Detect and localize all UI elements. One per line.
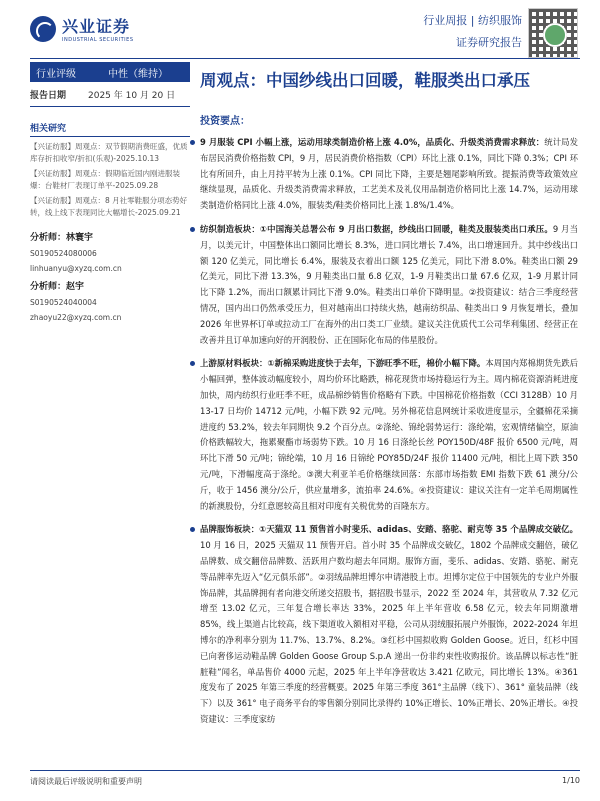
paragraph-lead: 9 月服装 CPI 小幅上涨，运动用球类制造价格上涨 4.0%，品质化、升级类消费需求释放： xyxy=(200,137,545,147)
analyst-name: 分析师：林寰宇 xyxy=(30,233,94,243)
paragraph-body: 9 月当月，以美元计，中国整体出口额同比增长 8.3%，进口同比增长 7.4%，出口增速回升。其中纱线出口额 120 亿美元，同比增长 6.4%，服装及衣着出口额 125 亿美元，同比下滑 8.0%。鞋类出口额 29 亿美元，同比下滑 13.3%，9 月鞋类出口量 6.8 亿双，1-9 月鞋类出口量 67.6 亿双，1-9 月累计同比下降 1.2%，而出口额累计同比下滑 9.0%。鞋类出口单价下降明显。②投资建议：结合三季度经营情况，国内出口仍然承受压力，但对越南出口持续火热，越南纺织品、鞋类出口 9 月恢复增长，叠加 2026 年世界杯订单或拉动工厂在海外的出口类工厂业绩。建议关注优质代工公司华利集团、经营正在改善并且订单加速向好的开润股份、正在国际化布局的伟星股份。 xyxy=(200,223,578,345)
related-item[interactable]: 【兴证纺服】周观点：假期临近国内刚进服装爆：台鞋材厂表现订单平-2025.09.28 xyxy=(30,169,180,190)
paragraph-body: 本周国内郑棉期货先跌后小幅回弹，整体波动幅度较小，周均价环比略跌，棉花现货市场持稳运行为主。周内棉花资源消耗进度加快，周内纺织行业旺季不旺，成品棉纱销售价格略有下跌。中国棉花价格指数（CCI 3128B）10 月 13-17 日均价 14712 元/吨，小幅下跌 92 元/吨。另外棉花信息网统计采收进度显示，全疆棉花采摘进度约 53.2%，较去年同期快 9.2 个百分点。②涤纶、锦纶弱势运行：涤纶端，宏观情绪偏空，原油价格跌幅较大，拖累聚酯市场弱势下跌。10 月 16 日涤纶长丝 POY150D/48F 报价 6500 元/吨，周环比下滑 50 元/吨；锦纶端，10 月 16 日锦纶 POY85D/24F 报价 11400 元/吨，相比上周下跌 350 元/吨，下滑幅度高于涤纶。③澳大利亚羊毛价格继续回落：东部市场指数 EMI 指数下跌 61 澳分/公斤，收于 1456 澳分/公斤，供应量增多，流拍率 24.6%。④投资建议：建议关注有一定羊毛周期属性的新澳股份，分红意愿较高且相对印度有关税优势的百隆东方。 xyxy=(200,358,578,511)
paragraph-lead: 品牌服饰板块：①天猫双 11 预售首小时斐乐、adidas、安踏、骆驼、耐克等 35 个品牌成交破亿。 xyxy=(200,524,578,535)
report-title: 周观点：中国纱线出口回暖，鞋服类出口承压 xyxy=(200,71,530,90)
bullet-icon xyxy=(190,227,195,232)
bullet-paragraph xyxy=(200,135,578,214)
qr-code-icon xyxy=(528,8,578,58)
bullet-icon xyxy=(190,140,195,145)
bullet-icon xyxy=(190,361,195,366)
report-department: 证券研究报告 xyxy=(456,36,522,49)
page-footer xyxy=(30,770,580,801)
disclaimer-link[interactable]: 请阅读最后评级说明和重要声明 xyxy=(30,777,142,786)
main-content xyxy=(200,62,578,728)
analyst-block xyxy=(30,280,190,325)
related-research-title: 相关研究 xyxy=(30,121,190,137)
logo-english: INDUSTRIAL SECURITIES xyxy=(62,37,134,43)
bullet-paragraph xyxy=(200,522,578,727)
rating-value: 中性（维持） xyxy=(108,68,168,80)
analyst-block xyxy=(30,231,190,276)
related-item[interactable]: 【兴证纺服】周观点：双节假期消费旺盛，优质库存折扣收窄/折扣(乐观)-2025.10.13 xyxy=(30,142,188,163)
related-item[interactable]: 【兴证纺服】周观点：8 月社零鞋服分项态势好转，线上线下表现同比大幅增长-2025.09.21 xyxy=(30,196,188,217)
bullet-paragraph xyxy=(200,356,578,514)
paragraph-body: 统计局发布居民消费价格指数 CPI，9 月，居民消费价格指数（CPI）环比上涨 0.1%，同比下降 0.3%；CPI 环比有所回升，由上月持平转为上涨 0.1%。CPI 同比下降，主要是翘尾影响所致。提振消费等政策效应继续显现，品质化、升级类消费需求释放，工艺美术及礼仪用品制造价格同比上涨 14.7%，运动用球类制造价格同比上涨 4.0%，服装类/鞋类价格同比上涨 1.8%/1.4%。 xyxy=(200,137,578,211)
left-sidebar xyxy=(30,62,190,325)
paragraph-lead: 纺织制造板块：①中国海关总署公布 9 月出口数据，纱线出口回暖，鞋类及服装类出口承压。 xyxy=(200,223,553,234)
analyst-name: 分析师：赵宇 xyxy=(30,282,85,292)
analyst-email[interactable]: zhaoyu22@xyzq.com.cn xyxy=(30,313,122,322)
rating-label: 行业评级 xyxy=(36,68,76,80)
bullet-icon xyxy=(190,527,195,532)
page-header xyxy=(0,0,600,60)
logo-name: 兴业证券 xyxy=(62,17,131,36)
report-date xyxy=(30,88,190,107)
company-logo xyxy=(30,14,134,43)
industry-rating xyxy=(30,62,190,82)
section-heading: 投资要点： xyxy=(200,116,250,127)
bullet-paragraph xyxy=(200,222,578,348)
analyst-id: S0190524040004 xyxy=(30,298,97,307)
date-value: 2025 年 10 月 20 日 xyxy=(88,91,176,101)
related-research-list xyxy=(30,141,190,219)
page-number: 1/10 xyxy=(562,776,580,785)
paragraph-lead: 上游原材料板块：①新棉采购进度快于去年，下游旺季不旺，棉价小幅下降。 xyxy=(200,358,486,369)
header-divider xyxy=(30,58,580,59)
date-label: 报告日期 xyxy=(30,91,67,101)
logo-icon xyxy=(30,16,56,42)
report-category: 行业周报 | 纺织服饰 xyxy=(423,14,522,27)
analyst-email[interactable]: linhuanyu@xyzq.com.cn xyxy=(30,264,122,273)
paragraph-body: 10 月 16 日，2025 天猫双 11 预售开启。首小时 35 个品牌成交破亿，1802 个品牌成交翻倍，破亿品牌数、成交翻倍品牌数、活跃用户数均超去年同期。服饰方面，斐乐、adidas、安踏、骆驼、耐克等品牌率先迈入“亿元俱乐部”。②羽绒品牌坦博尔申请港股上市。坦博尔定位于中国领先的专业户外服饰品牌，其品牌拥有者向港交所递交招股书，据招股书显示，2022 至 2024 年，其营收从 7.32 亿元增至 13.02 亿元，三年复合增长率达 33%，2025 年上半年营收 6.58 亿元，较去年同期激增 85%，线上渠道占比较高，线下渠道收入额相对平稳，公司从羽绒服拓展户外服饰，2022-2024 年坦博尔的净利率分别为 11.7%、13.7%、8.2%。③红杉中国拟收购 Golden Goose。近日，红杉中国已向奢侈运动鞋品牌 Golden Goose Group S.p.A 递出一份非约束性收购报价。该品牌以标志性“脏脏鞋”闻名，单品售价 4000 元起，2025 年上半年净营收达 3.421 亿欧元，同比增长 13%。④361 度发布了 2025 年第三季度的经营概要。2025 年第三季度 361°主品牌（线下）、361° 童装品牌（线下）以及 361° 电子商务平台的零售额分别同比录得约 10%正增长、10%正增长、20%正增长。④投资建议：三季度家纺 xyxy=(200,540,578,724)
analyst-id: S0190524080006 xyxy=(30,249,97,258)
